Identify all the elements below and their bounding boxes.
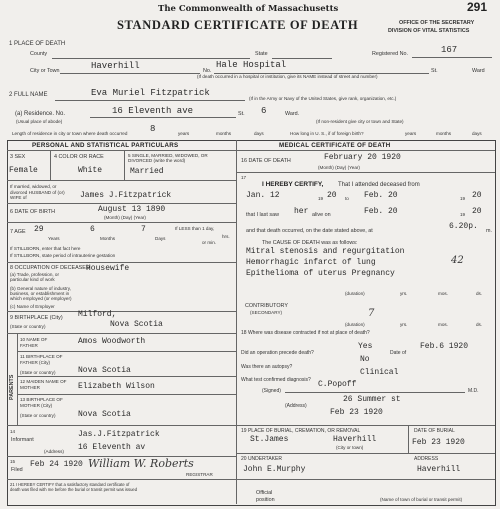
age-days-label: Days — [155, 236, 166, 241]
informant-address-label: (Address) — [44, 449, 64, 454]
us-label: How long in U. S., if of foreign birth? — [290, 131, 364, 136]
attend-to-yr: 20 — [472, 191, 482, 200]
mother-name-label: 12 MAIDEN NAME OF MOTHER — [20, 379, 67, 390]
age-label: 7 AGE — [10, 229, 26, 235]
attend-from-yr: 20 — [327, 191, 337, 200]
registered-number: 167 — [441, 45, 458, 55]
age-days: 7 — [141, 225, 146, 234]
occupation-b: (b) General nature of industry, business, or establishment in which employed (or employer) — [10, 286, 72, 301]
page-number: 291 — [467, 0, 488, 14]
st-label: St. — [431, 68, 438, 74]
op-date-value: Feb.6 1920 — [420, 342, 469, 351]
autopsy-value: No — [360, 355, 370, 364]
residence-st-label: St. — [238, 111, 245, 117]
certificate-title: STANDARD CERTIFICATE OF DEATH — [117, 18, 359, 32]
hrs-label: hrs. — [222, 234, 230, 239]
footer-right-note: (Name of town of burial or transit permit) — [380, 497, 463, 502]
death-time: 6.20p. — [449, 222, 478, 231]
occupation-value: Housewife — [86, 264, 130, 273]
place-of-death-label: 1 PLACE OF DEATH — [9, 41, 66, 47]
city-value: Haverhill — [91, 61, 140, 71]
cause-label: The CAUSE OF DEATH was as follows: — [262, 240, 358, 246]
residence-ward-label: Ward. — [285, 111, 300, 117]
attend-to: Feb. 20 — [364, 191, 398, 200]
color-label: 4 COLOR OR RACE — [54, 154, 104, 160]
dob-value: August 13 1890 — [98, 205, 166, 214]
occupation-c: (c) Name of Employer — [10, 304, 55, 309]
marital-value: Married — [130, 167, 164, 176]
operation-label: Did an operation precede death? — [241, 350, 314, 356]
residence-ward: 6 — [261, 106, 267, 116]
date-of-death-value: February 20 1920 — [324, 153, 401, 162]
nonresident-note: (If non-resident give city or town and State) — [316, 119, 404, 124]
test-value: Clinical — [360, 368, 399, 377]
duration-yrs-1: yrs. — [400, 291, 408, 296]
sex-value: Female — [9, 166, 38, 175]
cause-line-3: Epithelioma of uterus Pregnancy — [246, 269, 395, 278]
informant-address: 16 Eleventh av — [78, 443, 146, 452]
duration-ds-2: ds. — [476, 322, 483, 327]
mother-birth-sub: (State or country) — [20, 413, 56, 418]
last-saw-label: that I last saw — [246, 212, 279, 218]
duration-ds-1: ds. — [476, 291, 483, 296]
institution-value: Hale Hospital — [216, 60, 287, 70]
color-value: White — [78, 166, 103, 175]
age-months-label: Months — [100, 236, 116, 241]
undertaker-label: 20 UNDERTAKER — [241, 456, 282, 462]
certify-rest: That I attended deceased from — [338, 182, 420, 188]
sex-label: 3 SEX — [10, 154, 26, 160]
ward-label: Ward — [472, 68, 485, 74]
undertaker-address: Haverhill — [417, 465, 461, 474]
registered-label: Registered No. — [372, 51, 408, 57]
filed-label: Filed — [11, 467, 23, 473]
duration-mos-1: mos. — [438, 291, 448, 296]
death-m-label: m. — [486, 228, 492, 234]
father-birth-value: Nova Scotia — [78, 366, 131, 375]
birthplace-state: Nova Scotia — [110, 320, 163, 329]
parents-vertical-label: PARENTS — [9, 374, 15, 400]
age-months: 6 — [90, 225, 95, 234]
attend-to-19: 19 — [460, 196, 466, 201]
county-label: County — [30, 51, 48, 57]
last-saw-date: Feb. 20 — [364, 207, 398, 216]
office-line-2: DIVISION OF VITAL STATISTICS — [388, 28, 470, 34]
length-months-label: months — [216, 131, 232, 136]
filed-number: 15 — [10, 459, 16, 464]
duration-mos-2: mos. — [438, 322, 448, 327]
office-line-1: OFFICE OF THE SECRETARY — [399, 20, 475, 26]
certify-heading: I HEREBY CERTIFY, — [262, 181, 324, 188]
duration-label-1: (duration) — [345, 291, 365, 296]
residence-label: (a) Residence. No. — [15, 111, 66, 117]
burial-city-label: (City or town) — [336, 445, 364, 450]
birthplace-city: Milford, — [78, 310, 117, 319]
birthplace-label: 9 BIRTHPLACE (City) — [10, 315, 63, 321]
duration-yrs-2: yrs. — [400, 322, 408, 327]
birthplace-sub: (State or country) — [10, 324, 46, 329]
us-months-label: months — [436, 131, 452, 136]
address-value: 26 Summer st — [343, 395, 401, 404]
full-name-label: 2 FULL NAME — [9, 92, 48, 98]
state-label: State — [255, 51, 268, 57]
q18-label: 18 Where was disease contracted if not at place of death? — [241, 330, 370, 336]
dob-sub: (Month) (Day) (Year) — [104, 215, 146, 220]
spouse-label: If married, widowed, or divorced HUSBAND of (or) WIFE of — [10, 184, 65, 200]
attend-from-19: 19 — [318, 196, 324, 201]
filed-date: Feb 24 1920 — [30, 460, 83, 469]
length-years-label: years — [178, 131, 190, 136]
test-label: What test confirmed diagnosis? — [241, 377, 311, 383]
date-of-death-label: 16 DATE OF DEATH — [241, 158, 291, 164]
burial-label: 19 PLACE OF BURIAL, CREMATION, OR REMOVAL — [241, 428, 361, 434]
duration-label-2: (duration) — [345, 322, 365, 327]
length-years: 8 — [150, 124, 156, 134]
commonwealth-heading: The Commonwealth of Massachusetts — [158, 4, 339, 14]
age-years-label: Years — [48, 236, 60, 241]
no-label: No. — [203, 68, 212, 74]
personal-section-title: PERSONAL AND STATISTICAL PARTICULARS — [32, 142, 179, 149]
burial-date: Feb 23 1920 — [412, 438, 465, 447]
burial-city: Haverhill — [333, 435, 377, 444]
length-residence-label: Length of residence in city or town where death occurred — [12, 131, 128, 136]
attend-to-label: to — [345, 196, 349, 201]
or-min-label: or min. — [202, 240, 217, 245]
last-saw-yr: 20 — [472, 207, 482, 216]
md-label: M.D. — [468, 388, 479, 394]
residence-street: 16 Eleventh ave — [112, 106, 194, 116]
father-birth-sub: (State or country) — [20, 370, 56, 375]
mother-name-value: Elizabeth Wilson — [78, 382, 155, 391]
registrar-signature: William W. Roberts — [88, 457, 194, 470]
position-label: position — [256, 497, 275, 503]
operation-value: Yes — [358, 342, 373, 351]
attend-from: Jan. 12 — [246, 191, 280, 200]
op-date-label: Date of — [390, 350, 407, 356]
informant-number: 14 — [10, 429, 16, 434]
cert-date: Feb 23 1920 — [330, 408, 383, 417]
father-birth-label: 11 BIRTHPLACE OF FATHER (City) — [20, 354, 63, 365]
undertaker-value: John E.Murphy — [243, 465, 306, 474]
us-days-label: days — [472, 131, 482, 136]
secondary-label: (SECONDARY) — [250, 310, 283, 315]
father-name-label: 10 NAME OF FATHER — [20, 337, 48, 348]
last-saw-word: her — [294, 207, 309, 216]
usual-place-note: (Usual place of abode) — [16, 119, 63, 124]
if-less-label: If LESS than 1 day, — [175, 226, 215, 231]
spouse-value: James J.Fitzpatrick — [80, 191, 172, 200]
full-name-value: Eva Muriel Fitzpatrick — [91, 88, 210, 98]
mother-birth-label: 13 BIRTHPLACE OF MOTHER (City) — [20, 397, 63, 408]
dob-label: 6 DATE OF BIRTH — [10, 209, 56, 215]
occupation-a: (a) Trade, profession, or particular kind of work — [10, 272, 60, 282]
autopsy-label: Was there an autopsy? — [241, 364, 293, 370]
medical-section-title: MEDICAL CERTIFICATE OF DEATH — [279, 142, 391, 149]
informant-name: Jas.J.Fitzpatrick — [78, 430, 160, 439]
last-saw-19: 19 — [460, 212, 466, 217]
mother-birth-value: Nova Scotia — [78, 410, 131, 419]
institution-note: (If death occurred in a hospital or institution, give its NAME instead of street and number) — [197, 74, 378, 79]
contributory-label: CONTRIBUTORY — [245, 303, 288, 309]
us-years-label: years — [405, 131, 417, 136]
army-note: (If in the Army or Navy of the United States, give rank, organization, etc.) — [249, 96, 397, 101]
cause-line-2-mark: 42 — [451, 255, 464, 266]
signed-label: (Signed) — [262, 388, 281, 394]
official-label: Official — [256, 490, 273, 496]
length-days-label: days — [254, 131, 264, 136]
registrar-label: REGISTRAR — [186, 472, 213, 477]
cause-line-1: Mitral stenosis and regurgitation — [246, 247, 405, 256]
burial-date-label: DATE OF BURIAL — [414, 428, 455, 434]
burial-place: St.James — [250, 435, 289, 444]
num-17: 17 — [241, 175, 247, 180]
alive-on-label: alive on — [312, 212, 331, 218]
city-label: City or Town — [30, 68, 60, 74]
signed-value: C.Popoff — [318, 380, 357, 389]
informant-label: Informant — [11, 437, 34, 443]
father-name-value: Amos Woodworth — [78, 337, 146, 346]
contributory-mark: 7 — [368, 308, 375, 319]
marital-label: 5 SINGLE, MARRIED, WIDOWED, OR DIVORCED (write the word) — [128, 153, 208, 163]
cause-line-2: Hemorrhagic infarct of lung — [246, 258, 376, 267]
age-years: 29 — [34, 225, 44, 234]
stillborn-2: If STILLBORN, state period of intrauterine gestation — [10, 253, 116, 258]
occupation-label: 8 OCCUPATION OF DECEASED — [10, 265, 90, 271]
stillborn-1: If STILLBORN, enter that fact here — [10, 246, 81, 251]
date-of-death-sub: (Month) (Day) (Year) — [318, 165, 360, 170]
address-label: (Address) — [285, 403, 307, 409]
death-occurred-label: and that death occurred, on the date stated above, at — [246, 228, 373, 234]
undertaker-address-label: ADDRESS — [414, 456, 439, 462]
certify-note-21: 21 I HEREBY CERTIFY that a satisfactory standard certificate of death was filed with me before the burial or transit permit was issued — [10, 482, 138, 492]
